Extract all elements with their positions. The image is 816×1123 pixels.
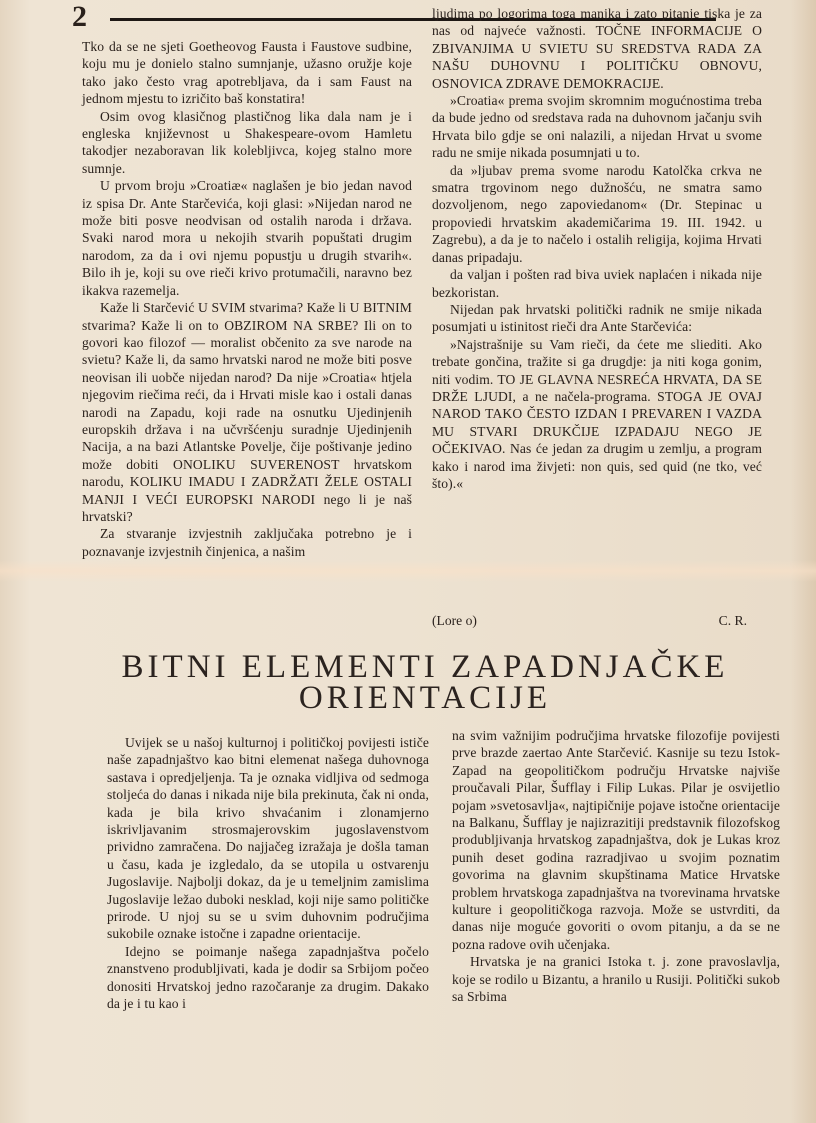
paragraph: Osim ovog klasičnog plastičnog lika dala nam je i engleska književnost u Shakespeare-ovom Hamletu takodjer nezaboravan lik kolebljivca, kojeg stalno more sumnje. [82,108,412,176]
paragraph: ljudima po logorima toga manjka i zato pitanje tiska je za nas od najveće važnosti. TOČNE INFORMACIJE O ZBIVANJIMA U SVIETU SU SREDSTVA RADA ZA NAŠU DUHOVNU I POLITIČKU OBNOVU, OSNOVICA ZDRAVE DEMOKRACIJE. [432,6,762,91]
paragraph: Uvijek se u našoj kulturnoj i političkoj povijesti ističe naše zapadnjaštvo kao bitni elemenat našega duhovnoga sastava i opredjeljenja. Ta je oznaka vidljiva od sedmoga stoljeća do danas i nikada nije bila prekinuta, čak ni onda, kada je bila krivo shvaćanim i zlonamjerno iskrivljavanim strosmajerovskim jugoslavenstvom prividno zamračena. Do najjačeg izražaja je došla taman u času, kada je izgledalo, da se utopila u ostvarenju Jugoslavije. Najbolji dokaz, da je u temeljnim zamislima Jugoslavije ležao duboki nesklad, koji nije samo političke prirode. U njoj su se u svim duhovnim područjima sukobile oznake istočne i zapadne orientacije. [107,735,429,942]
paragraph: da »ljubav prema svome narodu Katolčka crkva ne smatra trgovinom nego dužnošću, ne smatra samo dozvoljenom, nego zapoviedanom« (Dr. Stepinac u propoviedi hrvatskim akademičarima 19. III. 1942. u Zagrebu), a da je to načelo i ostalih religija, kojima Hrvati danas pripadaju. [432,162,762,265]
author-signature: C. R. [718,613,747,628]
paragraph: Idejno se poimanje našega zapadnjaštva počelo znanstveno produbljivati, kada je dodir sa Srbijom počeo donositi Hrvatskoj jedno razočaranje za drugim. Dakako da je i tu kao i [107,943,429,1012]
headline-line-2: ORIENTACIJE [298,680,552,716]
paragraph: na svim važnijim područjima hrvatske filozofije povijesti prve brazde zaertao Ante Starčević. Kasnije su tezu Istok-Zapad na geopolitičkom području Hrvatske najviše proučavali Pilar, Šufflay i Filip Lukas. Pilar je osvijetlio pojam »svetosavlja«, najtipičnije pojave istočne orientacije na Balkanu, Šufflay je najizrazitiji predstavnik filozofskog produbljivanja hrvatskog zapadnjaštva, dok je Lukas kroz punih deset godina razradjivao u svojim poznatim govorima na glavnim skupštinama Matice Hrvatske problem hrvatskoga zapadnjaštva na tvorevinama hrvatske kulture i geopolitičkoga razvoja. Može se ustvrditi, da danas nije moguće govoriti o ovom pitanju, a da se ne pozna radove ovih učenjaka. [452,728,780,952]
paragraph: Kaže li Starčević U SVIM stvarima? Kaže li U BITNIM stvarima? Kaže li on to OBZIROM NA SRBE? Ili on to govori kao filozof — moralist občenito za sve narode na svietu? Kaže li, da samo hrvatski narod ne može biti posve neovisan ili uobče nijedan narod? Da nije »Croatia« htjela njegovim riečima reći, da i Hrvati misle kao i ostali danas narodi na Zapadu, koji rade na osnutku Ujedinjenih europskih država i na učvršćenju suradnje Ujedinjenih Nacija, a na bazi Atlantske Povelje, čije poštivanje jedino može dobiti ONOLIKU SUVERENOST hrvatskom narodu, KOLIKU IMADU I ZADRŽATI ŽELE OSTALI MANJI I VEĆI EUROPSKI NARODI nego li je naš hrvatski? [82,300,412,524]
paragraph: Tko da se ne sjeti Goetheovog Fausta i Faustove sudbine, koju mu je donielo stalno sumnjanje, užasno oružje koje tako jako često vrag apotrebljava, da i sam Faust na jednom mjestu to izričito baš konstatira! [82,39,412,107]
paragraph: »Croatia« prema svojim skromnim mogućnostima treba da bude jedno od sredstava rada na duhovnom jačanju svih Hrvata bilo gdje se oni nalazili, a nijedan Hrvat u svome radu ne smije nikada posumnjati u to. [432,93,762,161]
paragraph: Nijedan pak hrvatski politički radnik ne smije nikada posumjati u istinitost rieči dra Ante Starčevića: [432,301,762,335]
second-article-left-column [107,734,429,1013]
top-article-left-column [82,38,412,560]
paragraph: U prvom broju »Croatiæ« naglašen je bio jedan navod iz spisa Dr. Ante Starčevića, koji glasi: »Nijedan narod ne može biti posve neodvisan od ostalih naroda i država. Svaki narod mora u nekojih stvarih popuštati drugim narodom, za da i ovi njemu popustju u drugih stvarih«. Bilo ih je, koji su ove rieči krivo protumačili, naravno bez ikakva razemelja. [82,178,412,298]
paragraph: Za stvaranje izvjestnih zaključaka potrebno je i poznavanje izvjestnih činjenica, a našim [82,526,412,559]
paragraph: Hrvatska je na granici Istoka t. j. zone pravoslavlja, koje se rodilo u Bizantu, a hranilo u Rusiji. Politički sukob sa Srbima [452,954,780,1005]
page-number: 2 [72,0,87,33]
location-note: (Lore o) [432,613,477,628]
article-headline [100,649,750,716]
headline-line-1: BITNI ELEMENTI ZAPADNJAČKE [121,649,729,685]
paragraph: da valjan i pošten rad biva uviek naplaćen i nikada nije bezkoristan. [432,267,762,300]
paper-fold-shadow [0,560,816,582]
top-article-right-column [432,5,762,492]
quote-paragraph: »Najstrašnije su Vam rieči, da ćete me sliediti. Ako trebate gončina, tražite si ga drugdje: ja niti koga gonim, niti vodim. TO JE GLAVNA NESREĆA HRVATA, DA SE DRŽE LJUDI, a ne načela-programa. STOGA JE OVAJ NAROD TAKO ČESTO IZDAN I PREVAREN I VAZDA MU STVARI DRUKČIJE IZPADAJU NEGO JE OČEKIVAO. Nas će jedan za drugim u zemlju, a program kako i narod ima živjeti: non quis, sed quid (ne tko, već što).« [432,336,762,491]
article-footer [432,613,747,629]
second-article-right-column [452,727,780,1006]
